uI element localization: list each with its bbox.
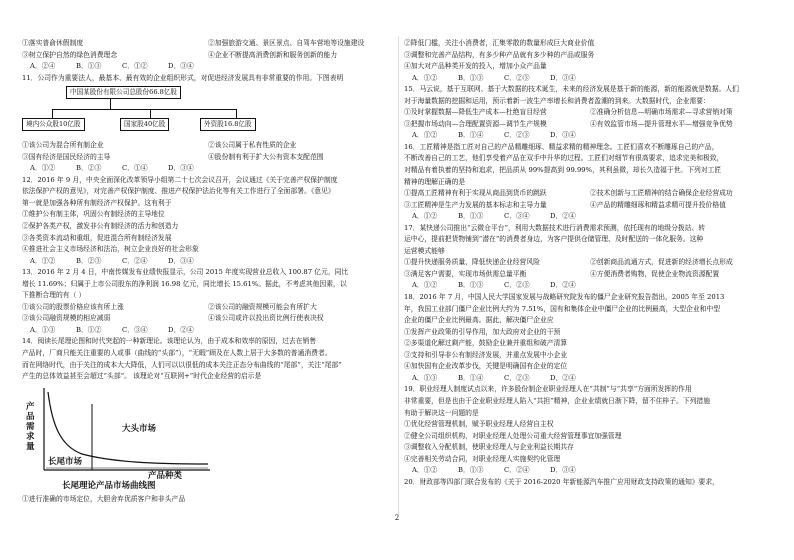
choice-b: B．①③ <box>458 466 484 475</box>
choice-d: D．③④ <box>168 256 194 265</box>
org-connector <box>150 109 151 118</box>
question-15-stem: 15．马云说，基于互联网、基于大数据的技术诞生，未来的经济发展是基于新的能源，新的能源就是数据。人们 <box>404 85 739 94</box>
org-connector <box>52 109 53 118</box>
page-number: 2 <box>394 514 400 522</box>
choice-c: C．②③ <box>504 281 530 290</box>
option-text: ①发挥产业政策的引导作用，加大政府对企业的干预 <box>404 327 561 336</box>
answer-choices <box>22 61 394 73</box>
choice-d: D．②④ <box>550 212 576 221</box>
answer-choices <box>404 73 776 85</box>
option-text: ②创新商品流通方式，促进新的经济增长点形成 <box>590 258 733 267</box>
option-text: ③树立保护自然的绿色消费理念 <box>22 50 118 59</box>
choice-a: A．①② <box>412 212 438 221</box>
question-14-stem: 14．阅读长尾理论图和时代突起的一种新理论。该理论认为，由于成本和效率的原因，过去在销售 <box>22 337 317 346</box>
option-text: ④完善相关劳动合同，对职业经理人实施契约化管理 <box>404 454 561 463</box>
choice-c: C．①② <box>122 62 148 71</box>
option-text: ①该公司的股票价格应该有所上涨 <box>22 302 124 311</box>
option-text: ②准确分析信息—明确市场需求—寻求营销对策 <box>590 108 733 117</box>
option-text: ③把握市场动向—合理配置资源—调节生产规模 <box>404 119 547 128</box>
option-text: ③满足客户需要，实现市场供需总量平衡 <box>404 269 527 278</box>
option-text: ①提升快递服务质量，降低快递企业经营风险 <box>404 258 540 267</box>
question-16-stem: 不断改善自己的工艺，他们享受着产品在双手中升华的过程。工匠们对细节有很高要求，追求完美和极致， <box>404 154 724 163</box>
option-row <box>22 313 394 325</box>
right-column <box>404 38 776 488</box>
question-17-stem: 运营模式能够 <box>404 246 445 255</box>
option-text: ④方便消费者购物，促使企业物流资源配置 <box>590 269 720 278</box>
option-text: ④该公司或许以投出资比例行使表决权 <box>208 314 324 323</box>
choice-a: A．①② <box>30 256 56 265</box>
option-text: ①优化经营管理机制，赋予职业经理人经营自主权 <box>404 420 554 429</box>
option-text: ③调整收入分配机制，使职业经理人与企业利益长期共存 <box>404 443 574 452</box>
long-tail-figure <box>22 384 394 494</box>
org-chart <box>22 86 394 138</box>
choice-c: C．②④ <box>504 466 530 475</box>
option-text: ③国有经济是国民经济的主导 <box>22 152 111 161</box>
choice-d: D．③④ <box>550 131 576 140</box>
option-text: ④股份制有利于扩大公有资本支配范围 <box>208 152 324 161</box>
option-text: ④有效监管市场—提升管理水平—增强竞争优势 <box>590 119 733 128</box>
option-text: ③各类资本流动和重组，促进混合所有制经济发展 <box>22 233 172 242</box>
question-12-stem: 12．2016 年 9 月，中央全面深化改革领导小组第二十七次会议召开，会议通过《关于完善产权保护制度 <box>22 175 338 184</box>
org-connector <box>236 109 237 118</box>
question-19-stem: 有助于解决这一问题的是 <box>404 408 479 417</box>
option-text: ③调整和完善产品结构，有多少种产品就有多少种的产品或服务 <box>404 50 595 59</box>
option-text: ②保护各类产权，激发非公有制经济的活力和创造力 <box>22 222 179 231</box>
choice-b: B．②③ <box>76 164 102 173</box>
choice-c: C．②③ <box>504 373 530 382</box>
question-15-stem: 对于海量数据的挖掘和运用，预示着新一波生产率增长和消费者盈潮的到来。大数据时代，企业需要： <box>404 96 710 105</box>
choice-b: B．①③ <box>458 281 484 290</box>
option-text: ①及时掌握数据—降低生产成本—杜绝盲目经营 <box>404 108 547 117</box>
answer-choices <box>404 211 776 223</box>
choice-c: C．②③ <box>504 73 530 82</box>
choice-a: A．①③ <box>30 325 56 334</box>
choice-a: A．①② <box>412 466 438 475</box>
answer-choices <box>404 465 776 477</box>
choice-d: D．③④ <box>550 73 576 82</box>
option-text: ④加大对产品种类开发的投入，增加小众产品量 <box>404 62 547 71</box>
choice-c: C．②④ <box>122 256 148 265</box>
question-18-stem: 18．2016 年 7 月，中国人民大学国家发展与战略研究院发布的僵尸企业研究报告指出，2005 年至 2013 <box>404 293 725 302</box>
choice-a: A．①② <box>412 131 438 140</box>
answer-choices <box>22 325 394 337</box>
question-16-stem: 16．工匠精神是指工匠对自己的产品精雕细琢、精益求精的精神理念。工匠们喜欢不断雕琢自己的产品， <box>404 142 719 151</box>
option-text: ①落实普俞休假制度 <box>22 39 84 47</box>
answer-choices <box>22 163 394 175</box>
answer-choices <box>404 280 776 292</box>
choice-c: C．②③ <box>504 131 530 140</box>
org-chart-child-public: 境内公众股10亿股 <box>22 118 85 131</box>
option-text: ②加强旅游交通、景区景点、自驾车营地等设施建设 <box>208 39 365 47</box>
option-text: ④加快国有企业改革步伐，关键是明确国有企业的定位 <box>404 362 568 371</box>
option-text: ③工匠精神是生产力发展的基本标志和主导力量 <box>404 200 547 209</box>
question-13-stem: 下推断合理的有（ ） <box>22 291 86 300</box>
question-19-stem: 非常重要，但是也由于企业职业经理人陷入“共担”精神，企业业绩就日渐下降，留不住梓子。下列措施 <box>404 396 711 405</box>
choice-a: A．①② <box>412 281 438 290</box>
question-20-stem: 20．财政部等四部门联合发布的《关于 2016-2020 年新能源汽车推广应用财政支持政策的通知》要求， <box>404 477 719 486</box>
question-14-stem: 而在网络时代，由于关注的成本大大降低，人们可以以很低的成本关注正态分布曲线的“尾部”，关注“尾部” <box>22 360 342 369</box>
question-13-stem: 增长 11.69%；归属于上市公司股东的净利润 16.98 亿元，同比增长 15.61%。据此，不考虑其他因素，以 <box>22 279 347 288</box>
question-12-stem: 第一就是加强各种所有制经济产权保护。这有利于 <box>22 198 172 207</box>
choice-d: D．③④ <box>550 466 576 475</box>
org-chart-child-foreign: 外资股16.8亿股 <box>200 118 256 131</box>
option-row <box>22 152 394 164</box>
choice-b: B．①② <box>76 325 102 334</box>
choice-b: B．①③ <box>458 212 484 221</box>
choice-d: D．③④ <box>168 164 194 173</box>
option-text: ④企业不断提高消费创新和服务创新的能力 <box>208 50 338 59</box>
question-16-stem: 精神的理解正确的是 <box>404 177 466 186</box>
choice-c: C．③④ <box>122 325 148 334</box>
option-text: ②降低门槛，关注小消费者，汇集零散的数量形成巨大商业价值 <box>404 39 595 47</box>
option-text: ②技术创新与工匠精神的结合确保企业经营成功 <box>590 189 733 198</box>
option-text: ①维护公有制主体，巩固公有制经济的主导地位 <box>22 210 165 219</box>
y-axis-label: 产品需求量 <box>26 401 35 452</box>
tail-market-label: 长尾市场 <box>48 456 83 467</box>
choice-d: D．③④ <box>168 62 194 71</box>
option-text: ②该公司属于私有性质的企业 <box>208 141 297 150</box>
question-18-stem: 企业的僵尸企业比例最高。据此，解决僵尸企业应 <box>404 316 554 325</box>
option-row <box>22 140 394 152</box>
choice-b: B．①③ <box>76 62 102 71</box>
question-12-stem: 依法保护产权的意见》，对完善产权保护制度、推进产权保护法治化等有关工作进行了全面部署。《意见》 <box>22 187 335 196</box>
option-text: ④推进社会主义市场经济和法治，树立企业良好的社会形象 <box>22 245 199 254</box>
figure-caption: 长尾理论产品市场曲线图 <box>62 480 156 491</box>
column-divider <box>398 36 399 516</box>
org-connector <box>52 109 236 110</box>
option-text: ③支持和引导非公有制经济发展，并重点发展中小企业 <box>404 350 568 359</box>
choice-d: D．②④ <box>550 373 576 382</box>
question-18-stem: 年，我国工业部门僵尸企业比例大约为 7.51%，国有和集体企业中僵尸企业的比例最高，大型企业和中型 <box>404 304 721 313</box>
option-row <box>404 269 776 281</box>
answer-choices <box>404 373 776 385</box>
org-chart-child-state: 国家股40亿股 <box>120 118 169 131</box>
long-tail-curve <box>22 384 212 494</box>
option-text: ②多渠道化解过剩产能，鼓励企业兼并重组和破产清算 <box>404 339 568 348</box>
answer-choices <box>22 256 394 268</box>
question-14-stem: 产生的总体效益甚至会超过“头部”。 该理论对“互联网+”时代企业经营的启示是 <box>22 372 262 381</box>
choice-d: D．②④ <box>168 325 194 334</box>
option-text: ④产品的精雕细琢和精益求精可提升投价格值 <box>590 200 726 209</box>
option-row <box>404 119 776 131</box>
choice-b: B．①④ <box>458 373 484 382</box>
option-row <box>22 38 394 50</box>
option-row <box>404 107 776 119</box>
choice-d: D．②④ <box>550 281 576 290</box>
question-19-stem: 19．职业经理人制度试点以来，许多股份制企业职业经理人在“共制”与“共享”方面所发挥的作用 <box>404 385 692 394</box>
head-market-label: 大头市场 <box>122 423 157 434</box>
option-text: ③该公司融资规模的相应减弱 <box>22 314 111 323</box>
question-11-stem: 11．公司作为重要法人，最基本、最有效的企业组织形式，对促进经济发展具有非常重要的作用。下图表明 <box>22 73 344 82</box>
left-column <box>22 38 394 505</box>
org-chart-root: 中国某股份有限公司总股份66.8亿股 <box>66 86 181 99</box>
choice-b: B．①③ <box>458 73 484 82</box>
option-row <box>404 257 776 269</box>
choice-a: A．①② <box>412 73 438 82</box>
question-17-stem: 17．某快递公司推出“云微仓平台”，利用大数据技术进行消费需求预测，依托现有的地级分拨站、转 <box>404 223 706 232</box>
option-text: ②健全公司组织机构，对职业经理人处理公司重大经营管理事宜加强管理 <box>404 431 622 440</box>
question-16-stem: 对精品有着执着的坚持和追求，把品质从 99%提高到 99.99%，其利虽微，却长久造福于世。下列对工匠 <box>404 166 722 175</box>
choice-a: A．②④ <box>30 62 56 71</box>
option-text: ②该公司的融资规模可能会有所扩大 <box>208 302 317 311</box>
option-row <box>22 302 394 314</box>
question-17-stem: 运中心，提前把货物铺到“潜在”的消费者身边，为客户提供仓储管理、及时配送的一体化服务。这种 <box>404 235 704 244</box>
option-row <box>22 50 394 62</box>
answer-choices <box>404 130 776 142</box>
x-axis-label: 产品种类 <box>148 470 183 481</box>
org-connector <box>110 99 111 109</box>
choice-a: A．①② <box>30 164 56 173</box>
option-text: ①提高工匠精神有利于实现从商品到货币的跳跃 <box>404 189 547 198</box>
option-row <box>404 200 776 212</box>
question-13-stem: 13．2016 年 2 月 4 日，中南传媒发布业绩快报显示，公司 2015 年度实现营业总收入 100.87 亿元，同比 <box>22 268 349 277</box>
choice-a: A．①③ <box>412 373 438 382</box>
choice-b: B．②③ <box>76 256 102 265</box>
choice-c: C．③④ <box>504 212 530 221</box>
option-text: ①进行准确的市场定位，大胆舍弃优质客户和非头产品 <box>22 494 186 503</box>
option-row <box>404 188 776 200</box>
option-text: ①该公司为混合所有制企业 <box>22 141 104 150</box>
choice-b: B．①④ <box>458 131 484 140</box>
choice-c: C．①④ <box>122 164 148 173</box>
question-14-stem: 产品时，厂商只能关注重要的人或事（曲线的“头部”），“无暇”顾及在人数上居于大多数的普通消费者。 <box>22 349 332 358</box>
